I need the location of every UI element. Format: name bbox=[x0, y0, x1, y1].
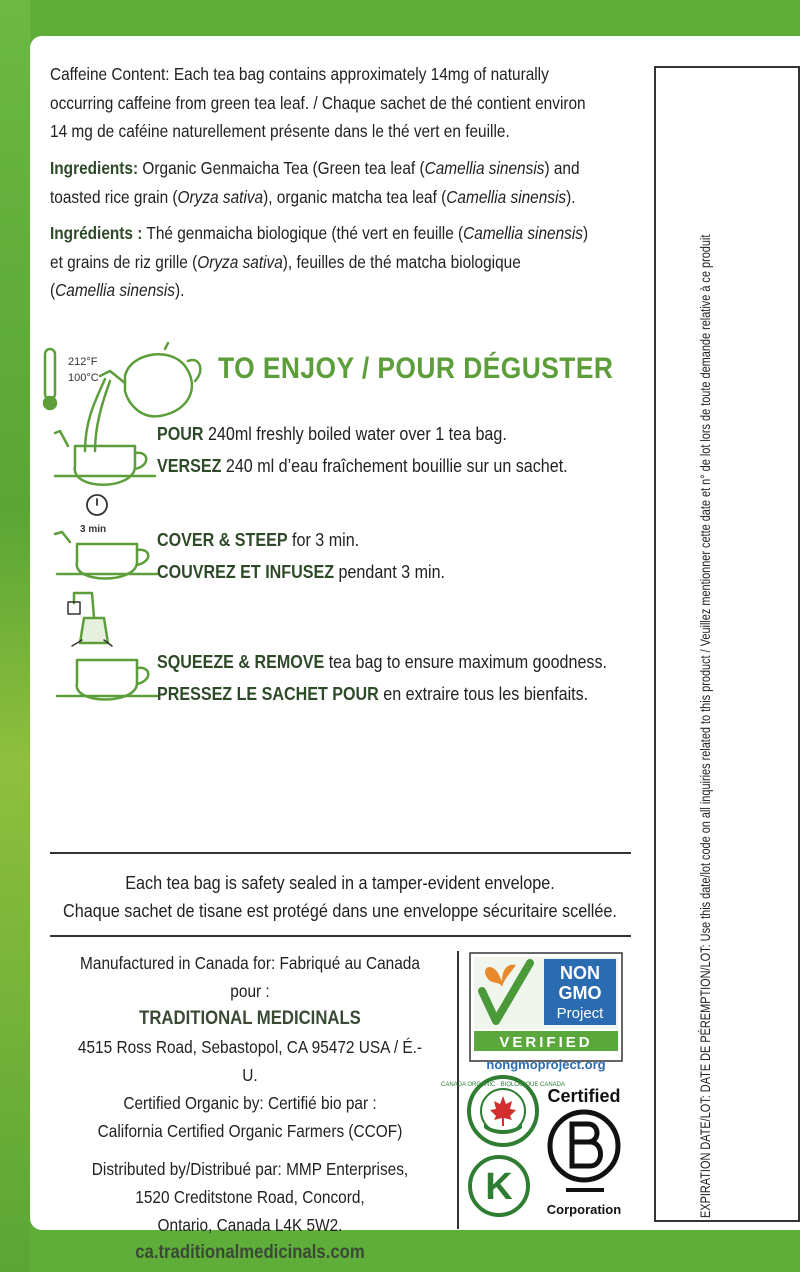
canada-organic-text: CANADA ORGANIC · BIOLOGIQUE CANADA bbox=[440, 1082, 566, 1088]
step-text: for 3 min. bbox=[287, 529, 360, 550]
step-text: pendant 3 min. bbox=[334, 561, 446, 582]
left-packaging-strip bbox=[0, 0, 30, 1272]
steep-timer-icon bbox=[52, 492, 152, 582]
latin-name: Camellia sinensis bbox=[424, 158, 545, 178]
caffeine-content bbox=[50, 60, 648, 146]
nongmo-verified: VERIFIED bbox=[499, 1034, 593, 1051]
distributor: Distributed by/Distribué par: MMP Enterprises, bbox=[91, 1159, 409, 1179]
distributor-city: Ontario, Canada L4K 5W2. bbox=[157, 1215, 343, 1235]
ingredients-text: ), feuilles de thé matcha biologique bbox=[282, 251, 521, 272]
ingredients-text: ) and bbox=[544, 158, 580, 178]
nongmo-url: nongmoproject.org bbox=[486, 1057, 606, 1072]
expiration-lot-box bbox=[654, 66, 800, 1222]
expiration-lot-text bbox=[680, 66, 730, 1218]
latin-name: Oryza sativa bbox=[177, 186, 264, 207]
nongmo-project: Project bbox=[556, 1005, 604, 1022]
celsius-label: 100°C bbox=[68, 372, 99, 384]
safety-sealed-notice bbox=[61, 869, 619, 925]
bcorp-corporation: Corporation bbox=[546, 1202, 622, 1217]
ingredients-text: Organic Genmaicha Tea (Green tea leaf ( bbox=[138, 158, 425, 178]
step-text: 240 ml d’eau fraîchement bouillie sur un sachet. bbox=[221, 455, 568, 476]
certified-by: Certified Organic by: Certifié bio par : bbox=[123, 1093, 377, 1113]
latin-name: Camellia sinensis bbox=[463, 223, 583, 243]
step-text: tea bag to ensure maximum goodness. bbox=[324, 651, 607, 672]
canada-organic-logo bbox=[440, 1074, 566, 1148]
ingredients-label: Ingredients: bbox=[50, 158, 139, 178]
package-back-panel bbox=[30, 36, 800, 1263]
latin-name: Camellia sinensis bbox=[55, 280, 175, 300]
ingredients-text: ). bbox=[174, 280, 185, 300]
ingredients-text: ( bbox=[50, 280, 56, 300]
bcorp-certified: Certified bbox=[547, 1086, 621, 1106]
kosher-letter: K bbox=[485, 1166, 513, 1208]
non-gmo-verified-logo bbox=[468, 951, 624, 1071]
ingredients-text: Thé genmaicha biologique (thé vert en feuille ( bbox=[142, 223, 464, 243]
nongmo-gmo: GMO bbox=[558, 983, 602, 1003]
distributor-address: 1520 Creditstone Road, Concord, bbox=[135, 1187, 365, 1207]
step-bold: COUVREZ ET INFUSEZ bbox=[157, 561, 335, 582]
ingredients-label: Ingrédients : bbox=[50, 223, 143, 243]
ingredients-french bbox=[50, 219, 648, 305]
step-text: en extraire tous les bienfaits. bbox=[378, 683, 589, 704]
ingredients-text: ) bbox=[582, 223, 589, 243]
ingredients-text: ). bbox=[566, 186, 576, 207]
divider-bottom bbox=[50, 935, 631, 937]
step-bold: POUR bbox=[157, 423, 204, 444]
ingredients-text: toasted rice grain ( bbox=[50, 186, 178, 207]
kosher-k-icon bbox=[467, 1154, 531, 1218]
vertical-divider bbox=[457, 951, 459, 1229]
step-squeeze-remove bbox=[157, 646, 607, 710]
caffeine-line-1: Caffeine Content: Each tea bag contains approximately 14mg of naturally bbox=[50, 64, 549, 84]
ingredients-text: ), organic matcha tea leaf ( bbox=[263, 186, 447, 207]
manufacturer-info bbox=[74, 949, 426, 1267]
company-address: 4515 Ross Road, Sebastopol, CA 95472 USA / É.-U. bbox=[77, 1037, 423, 1085]
step-bold: SQUEEZE & REMOVE bbox=[157, 651, 325, 672]
company-name: TRADITIONAL MEDICINALS bbox=[139, 1008, 361, 1029]
ingredients-text: et grains de riz grille ( bbox=[50, 251, 198, 272]
lot-text: EXPIRATION DATE/LOT: DATE DE PÉREMPTION/LOT: Use this date/lot code on all inquiries related to this product / Veuillez mentionner cette date et n° de lot lors de toute demande relative à ce produit bbox=[697, 234, 713, 1218]
sealed-french: Chaque sachet de tisane est protégé dans une enveloppe sécuritaire scellée. bbox=[63, 901, 617, 921]
step-pour bbox=[157, 418, 568, 482]
fahrenheit-label: 212°F bbox=[68, 356, 98, 368]
manufactured-for: Manufactured in Canada for: Fabriqué au Canada pour : bbox=[80, 953, 420, 1001]
step-bold: PRESSEZ LE SACHET POUR bbox=[157, 683, 379, 704]
nongmo-non: NON bbox=[560, 963, 600, 983]
certifier-name: California Certified Organic Farmers (CCOF) bbox=[97, 1121, 403, 1141]
ingredients-english bbox=[50, 154, 648, 211]
sealed-english: Each tea bag is safety sealed in a tamper-evident envelope. bbox=[125, 873, 555, 893]
step-text: 240ml freshly boiled water over 1 tea bag. bbox=[203, 423, 507, 444]
squeeze-teabag-icon bbox=[52, 588, 152, 708]
caffeine-line-3: 14 mg de caféine naturellement présente dans le thé vert en feuille. bbox=[50, 121, 510, 141]
divider-top bbox=[50, 852, 631, 854]
caffeine-line-2: occurring caffeine from green tea leaf. / Chaque sachet de thé contient environ bbox=[50, 92, 586, 113]
step-bold: VERSEZ bbox=[157, 455, 222, 476]
b-corp-logo bbox=[540, 1084, 630, 1224]
step-bold: COVER & STEEP bbox=[157, 529, 288, 550]
latin-name: Camellia sinensis bbox=[446, 186, 567, 207]
latin-name: Oryza sativa bbox=[197, 251, 283, 272]
step-cover-steep bbox=[157, 524, 445, 588]
to-enjoy-heading: TO ENJOY / POUR DÉGUSTER bbox=[218, 352, 614, 385]
timer-label: 3 min bbox=[80, 524, 107, 535]
website[interactable]: ca.traditionalmedicinals.com bbox=[135, 1242, 365, 1263]
